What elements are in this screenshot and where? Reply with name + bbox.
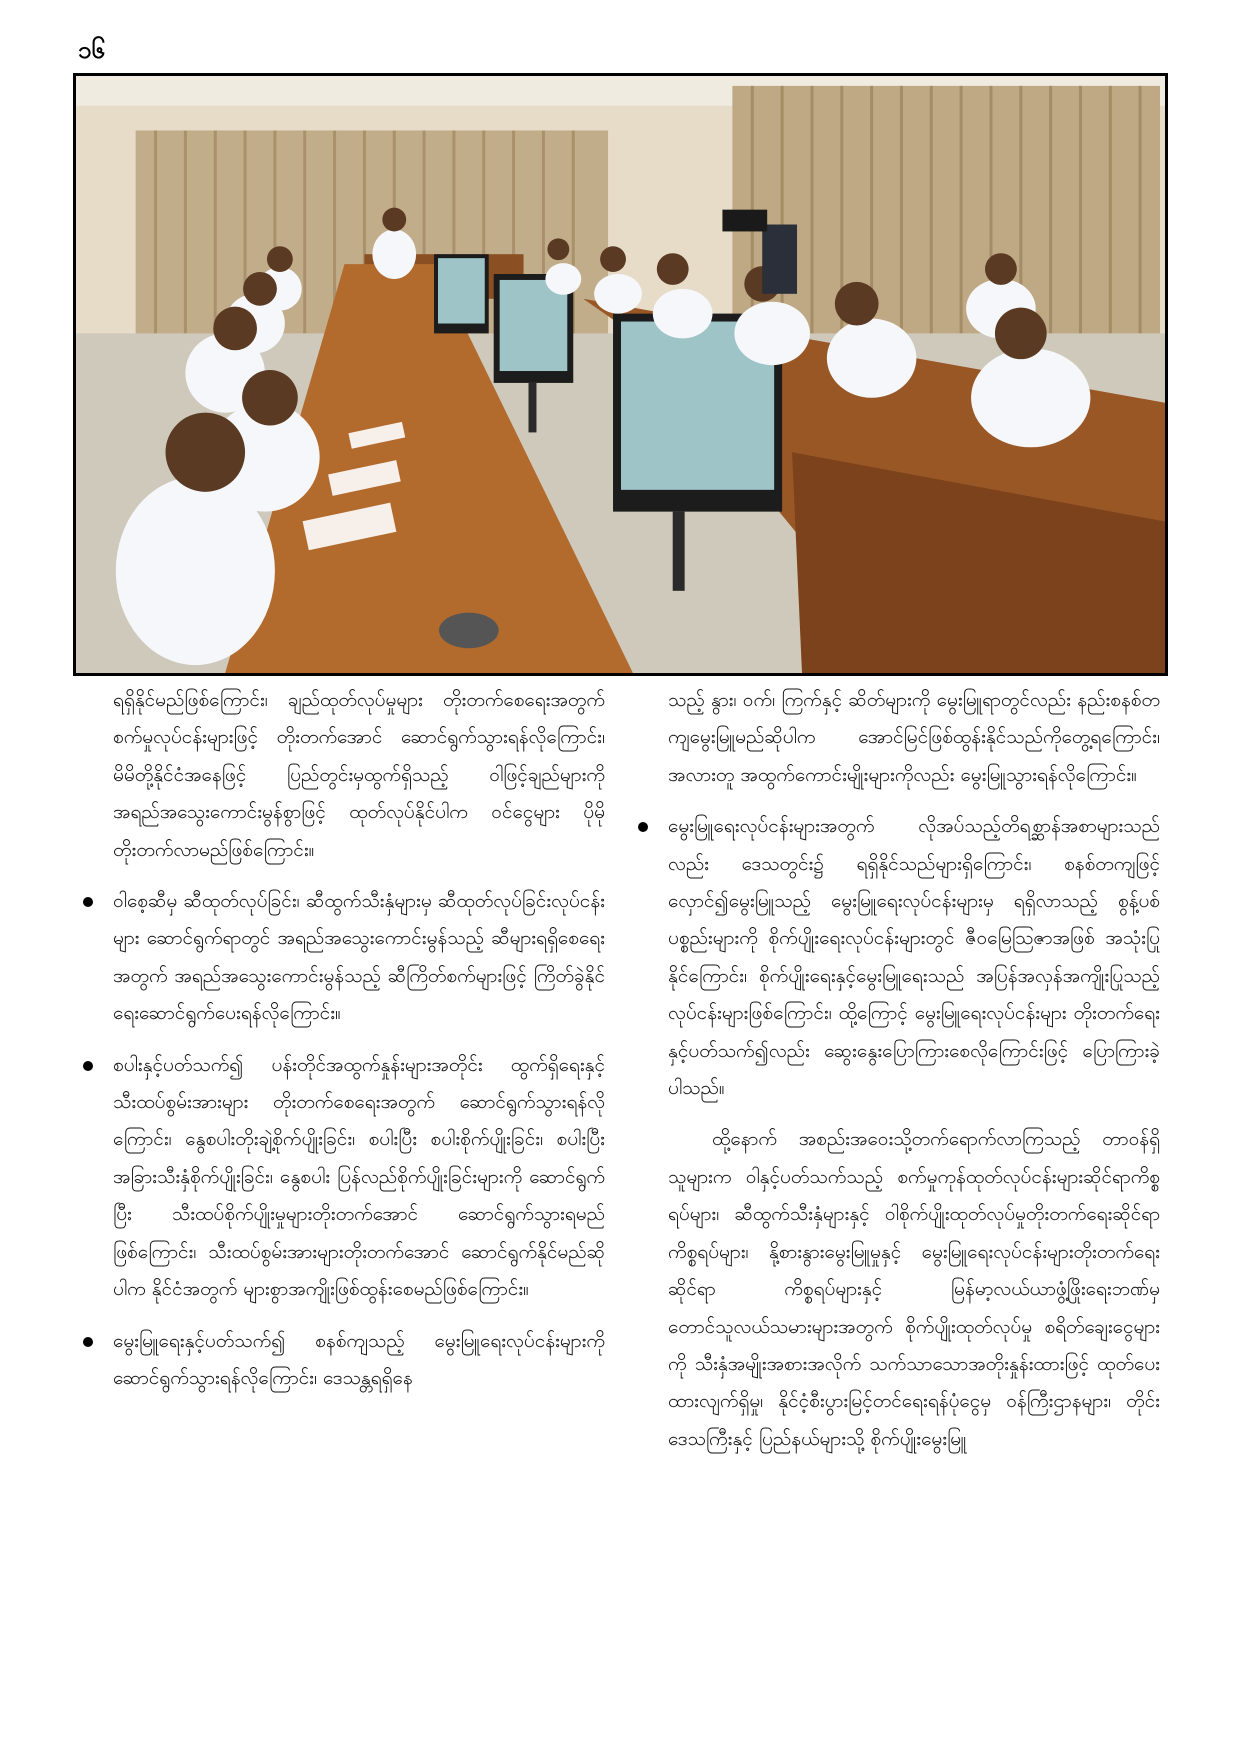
left-bullet-text: မွေးမြူရေးနှင့်ပတ်သက်၍ စနစ်ကျသည့် မွေးမြူရေးလုပ်ငန်းများကို ဆောင်ရွက်သွားရန်လိုကြောင်း၊ ဒေသန္တရရှိနေ (113, 1329, 605, 1389)
left-bullet-item (83, 883, 605, 1033)
bullet-icon (83, 1061, 93, 1071)
left-intro-paragraph: ရရှိနိုင်မည်ဖြစ်ကြောင်း၊ ချည်ထုတ်လုပ်မှုများ တိုးတက်စေရေးအတွက် စက်မှုလုပ်ငန်းများဖြင့် တိုးတက်အောင် ဆောင်ရွက်သွားရန်လိုကြောင်း၊ မိမိတို့နိုင်ငံအနေဖြင့် ပြည်တွင်းမှထွက်ရှိသည့် ဝါဖြင့်ချည်များကို အရည်အသွေးကောင်းမွန်စွာဖြင့် ထုတ်လုပ်နိုင်ပါက ဝင်ငွေများ ပိုမိုတိုးတက်လာမည်ဖြစ်ကြောင်း။ (113, 689, 605, 861)
meeting-photo-icon (76, 76, 1165, 673)
left-bullet-text: ဝါစေ့ဆီမှ ဆီထုတ်လုပ်ခြင်း၊ ဆီထွက်သီးနှံများမှ ဆီထုတ်လုပ်ခြင်းလုပ်ငန်းများ ဆောင်ရွက်ရာတွင် အရည်အသွေးကောင်းမွန်သည့် ဆီများရရှိစေရေးအတွက် အရည်အသွေးကောင်းမွန်သည့် ဆီကြိတ်စက်များဖြင့် ကြိတ်ခွဲနိုင်ရေးဆောင်ရွက်ပေးရန်လိုကြောင်း။ (113, 890, 605, 1025)
bullet-icon (83, 1337, 93, 1347)
bullet-icon (638, 822, 648, 832)
right-bullet-item (638, 808, 1160, 1107)
bullet-icon (83, 897, 93, 907)
right-column (638, 682, 1160, 1472)
right-closing-paragraph: ထို့နောက် အစည်းအဝေးသို့တက်ရောက်လာကြသည့် တာဝန်ရှိသူများက ဝါနှင့်ပတ်သက်သည့် စက်မှုကုန်ထုတ်လုပ်ငန်းများဆိုင်ရာကိစ္စရပ်များ၊ ဆီထွက်သီးနှံများနှင့် ဝါစိုက်ပျိုးထုတ်လုပ်မှုတိုးတက်ရေးဆိုင်ရာကိစ္စရပ်များ၊ နို့စားနွားမွေးမြူမှုနှင့် မွေးမြူရေးလုပ်ငန်းများတိုးတက်ရေးဆိုင်ရာ ကိစ္စရပ်များနှင့် မြန်မာ့လယ်ယာဖွံ့ဖြိုးရေးဘဏ်မှ တောင်သူလယ်သမားများအတွက် စိုက်ပျိုးထုတ်လုပ်မှု စရိတ်ချေးငွေများကို သီးနှံအမျိုးအစားအလိုက် သက်သာသောအတိုးနှုန်းထားဖြင့် ထုတ်ပေးထားလျက်ရှိမှု၊ နိုင်ငံ့စီးပွားမြင့်တင်ရေးရန်ပုံငွေမှ ဝန်ကြီးဌာနများ၊ တိုင်းဒေသကြီးနှင့် ပြည်နယ်များသို့ စိုက်ပျိုးမွေးမြူ (668, 1128, 1160, 1450)
left-bullet-text: စပါးနှင့်ပတ်သက်၍ ပန်းတိုင်အထွက်နှုန်းများအတိုင်း ထွက်ရှိရေးနှင့် သီးထပ်စွမ်းအားများ တိုးတက်စေရေးအတွက် ဆောင်ရွက်သွားရန်လိုကြောင်း၊ နွေစပါးတိုးချဲ့စိုက်ပျိုးခြင်း၊ စပါးပြီး စပါးစိုက်ပျိုးခြင်း၊ စပါးပြီး အခြားသီးနှံစိုက်ပျိုးခြင်း၊ နွေစပါး ပြန်လည်စိုက်ပျိုးခြင်းများကို ဆောင်ရွက်ပြီး သီးထပ်စိုက်ပျိုးမှုများတိုးတက်အောင် ဆောင်ရွက်သွားရမည်ဖြစ်ကြောင်း၊ သီးထပ်စွမ်းအားများတိုးတက်အောင် ဆောင်ရွက်နိုင်မည်ဆိုပါက နိုင်ငံအတွက် များစွာအကျိုးဖြစ်ထွန်းစေမည်ဖြစ်ကြောင်း။ (113, 1053, 605, 1301)
right-continuation-paragraph: သည့် နွား၊ ဝက်၊ ကြက်နှင့် ဆိတ်များကို မွေးမြူရာတွင်လည်း နည်းစနစ်တကျမွေးမြူမည်ဆိုပါက အောင်မြင်ဖြစ်ထွန်းနိုင်သည်ကိုတွေ့ရကြောင်း၊ အလားတူ အထွက်ကောင်းမျိုးများကိုလည်း မွေးမြူသွားရန်လိုကြောင်း။ (668, 689, 1160, 786)
right-bullet-text: မွေးမြူရေးလုပ်ငန်းများအတွက် လိုအပ်သည့်တိရစ္ဆာန်အစာများသည်လည်း ဒေသတွင်း၌ ရရှိနိုင်သည်များရှိကြောင်း၊ စနစ်တကျဖြင့် လှောင်၍မွေးမြူသည့် မွေးမြူရေးလုပ်ငန်းများမှ ရရှိလာသည့် စွန့်ပစ်ပစ္စည်းများကို စိုက်ပျိုးရေးလုပ်ငန်းများတွင် ဇီဝမြေသြဇာအဖြစ် အသုံးပြုနိုင်ကြောင်း၊ စိုက်ပျိုးရေးနှင့်မွေးမြူရေးသည် အပြန်အလှန်အကျိုးပြုသည့်လုပ်ငန်းများဖြစ်ကြောင်း၊ ထို့ကြောင့် မွေးမြူရေးလုပ်ငန်းများ တိုးတက်ရေးနှင့်ပတ်သက်၍လည်း ဆွေးနွေးပြောကြားစေလိုကြောင်းဖြင့် ပြောကြားခဲ့ပါသည်။ (668, 815, 1160, 1100)
left-column (83, 682, 605, 1411)
left-bullet-item (83, 1047, 605, 1309)
page-number: ၁၆ (78, 36, 105, 64)
left-bullet-item (83, 1323, 605, 1398)
meeting-photo (73, 73, 1168, 676)
